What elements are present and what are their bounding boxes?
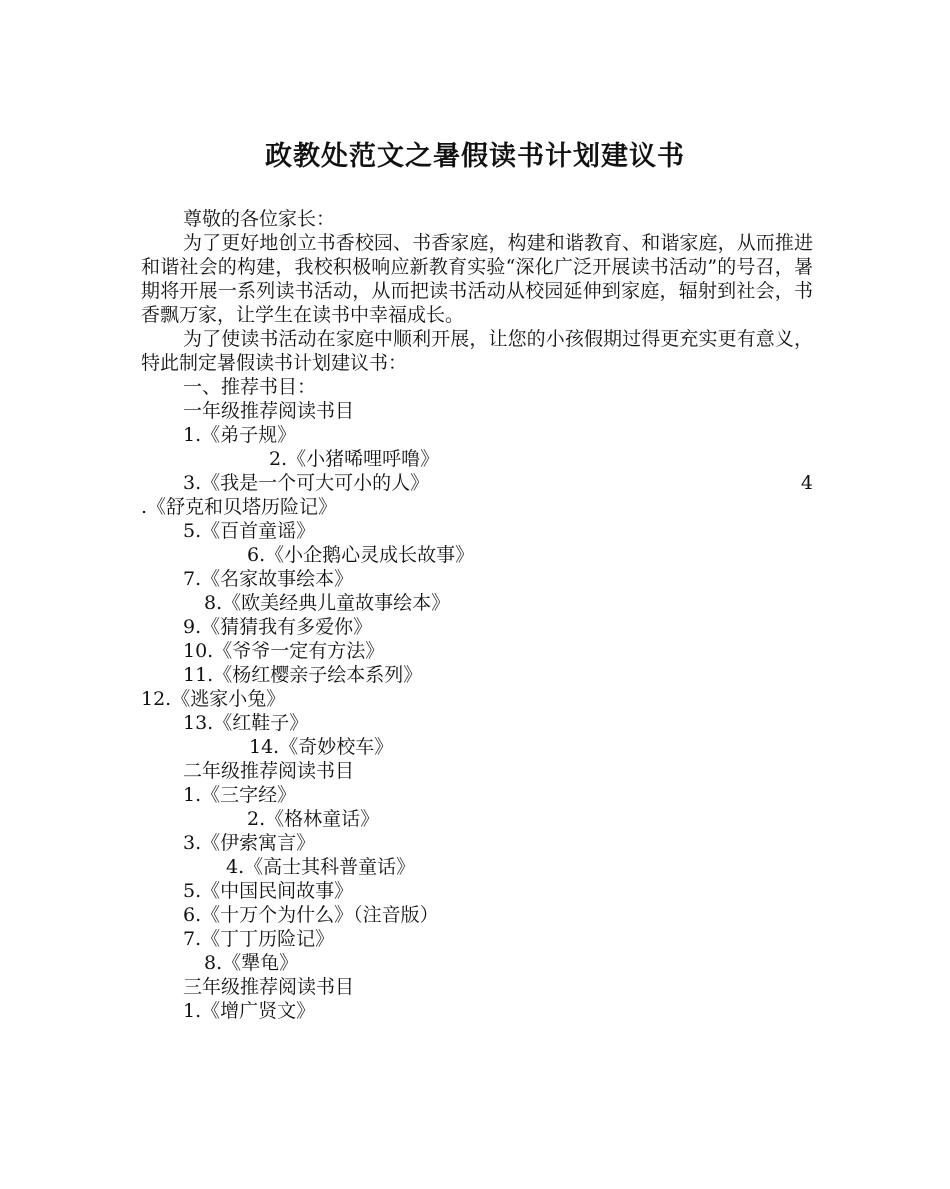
- paragraph-purpose: 为了使读书活动在家庭中顺利开展，让您的小孩假期过得更充实更有意义，特此制定暑假读书计划建议书：: [141, 328, 813, 374]
- list-item: 7.《名家故事绘本》: [183, 568, 354, 590]
- list-item: 3.《伊索寓言》: [183, 832, 316, 854]
- list-item: 8.《欧美经典儿童故事绘本》: [204, 592, 451, 614]
- list-item: 1.《增广贤文》: [183, 1000, 316, 1022]
- list-item: 6.《十万个为什么》（注音版）: [183, 904, 439, 926]
- list-item: 2.《格林童话》: [247, 808, 380, 830]
- list-item: 11.《杨红樱亲子绘本系列》: [183, 664, 423, 686]
- list-item: 6.《小企鹅心灵成长故事》: [247, 544, 475, 566]
- list-item-row: [141, 471, 813, 495]
- list-item: 1.《三字经》: [183, 784, 297, 806]
- list-item: 4.《高士其科普童话》: [226, 856, 416, 878]
- list-item: 10.《爷爷一定有方法》: [183, 640, 385, 662]
- document-body: [141, 207, 813, 1023]
- list-item: 8.《犟龟》: [204, 952, 299, 974]
- list-item: 7.《丁丁历险记》: [183, 928, 335, 950]
- list-item: 12.《逃家小兔》: [141, 688, 286, 710]
- list-item: 2.《小猪唏哩呼噜》: [269, 448, 440, 470]
- list-item: 13.《红鞋子》: [183, 712, 309, 734]
- grade1-heading: 一年级推荐阅读书目: [183, 400, 355, 422]
- list-item: 1.《弟子规》: [183, 424, 297, 446]
- list-item: 5.《中国民间故事》: [183, 880, 354, 902]
- salutation: 尊敬的各位家长：: [183, 208, 336, 230]
- document-title: 政教处范文之暑假读书计划建议书: [265, 141, 685, 172]
- list-item: 5.《百首童谣》: [183, 520, 316, 542]
- list-item: 14.《奇妙校车》: [249, 736, 394, 758]
- list-item: 3.《我是一个可大可小的人》: [183, 472, 430, 494]
- list-item: .《舒克和贝塔历险记》: [141, 496, 338, 518]
- grade2-heading: 二年级推荐阅读书目: [183, 760, 355, 782]
- list-item: 9.《猜猜我有多爱你》: [183, 616, 373, 638]
- paragraph-intro: 为了更好地创立书香校园、书香家庭，构建和谐教育、和谐家庭，从而推进和谐社会的构建，我校积极响应新教育实验“深化广泛开展读书活动”的号召，暑期将开展一系列读书活动，从而把读书活动从校园延伸到家庭，辐射到社会，书香飘万家，让学生在读书中幸福成长。: [141, 232, 813, 326]
- section-heading-recommended-books: 一、推荐书目：: [183, 376, 317, 398]
- grade3-heading: 三年级推荐阅读书目: [183, 976, 355, 998]
- list-item-number-fragment: 4: [800, 472, 813, 494]
